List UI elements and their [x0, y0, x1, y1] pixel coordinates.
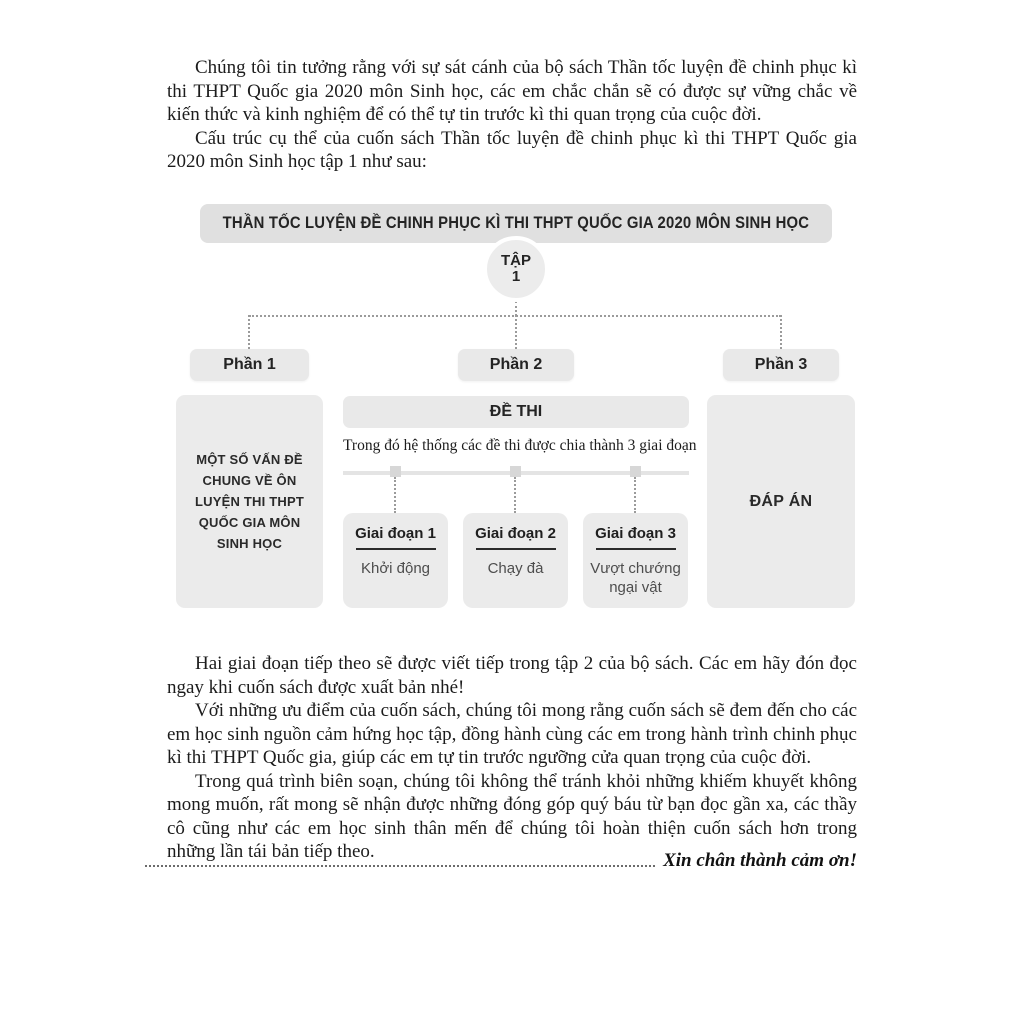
part1-label: Phần 1	[223, 356, 276, 373]
part2-label-box	[458, 349, 574, 381]
part3-content: ĐÁP ÁN	[749, 492, 813, 510]
stage-rail-node-2	[510, 466, 521, 477]
exam-header-bar	[343, 396, 689, 428]
part2-label: Phần 2	[489, 356, 543, 373]
connector-drop-part1	[248, 315, 250, 349]
diagram-title: THẦN TỐC LUYỆN ĐỀ CHINH PHỤC KÌ THI THPT QUỐC GIA 2020 MÔN SINH HỌC	[222, 214, 810, 232]
connector-drop-stage1	[394, 477, 396, 513]
intro-paragraph-1: Chúng tôi tin tưởng rằng với sự sát cánh của bộ sách Thần tốc luyện đề chinh phục kì thi THPT Quốc gia 2020 môn Sinh học, các em chắc chắn sẽ có được sự vững chắc về kiến thức và kinh nghiệm để có thể tự tin trước kì thi quan trọng của cuộc đời.	[167, 57, 857, 125]
closing-thanks: Xin chân thành cảm ơn!	[663, 850, 857, 871]
volume-number: 1	[511, 268, 521, 285]
connector-drop-stage3	[634, 477, 636, 513]
outro-paragraph-1: Hai giai đoạn tiếp theo sẽ được viết tiếp trong tập 2 của bộ sách. Các em hãy đón đọc ngay khi cuốn sách được xuất bản nhé!	[167, 653, 857, 698]
part3-label: Phần 3	[754, 356, 808, 373]
intro-paragraph-2: Cấu trúc cụ thể của cuốn sách Thần tốc luyện đề chinh phục kì thi THPT Quốc gia 2020 môn Sinh học tập 1 như sau:	[167, 127, 857, 172]
outro-paragraph-3: Trong quá trình biên soạn, chúng tôi không thể tránh khỏi những khiếm khuyết không mong muốn, rất mong sẽ nhận được những đóng góp quý báu từ bạn đọc gần xa, các thầy cô cũng như các em học sinh thân mến để chúng tôi hoàn thiện cuốn sách hơn trong những lần tái bản tiếp theo.	[167, 770, 857, 862]
intro-text-block	[167, 56, 857, 174]
volume-circle	[483, 236, 549, 302]
part1-content-box	[176, 395, 323, 608]
stage3-divider	[596, 548, 676, 550]
stage1-title: Giai đoạn 1	[355, 525, 436, 542]
stage1-divider	[356, 548, 436, 550]
stage2-subtitle: Chạy đà	[487, 560, 544, 577]
stage2-divider	[476, 548, 556, 550]
stage1-subtitle: Khởi động	[360, 560, 431, 577]
stage-rail-node-1	[390, 466, 401, 477]
stage3-title: Giai đoạn 3	[595, 525, 676, 542]
part1-content: MỘT SỐ VẤN ĐỀ CHUNG VỀ ÔN LUYỆN THI THPT QUỐC GIA MÔN SINH HỌC	[195, 452, 304, 551]
signoff-row	[145, 850, 857, 872]
connector-drop-stage2	[514, 477, 516, 513]
part3-label-box	[723, 349, 839, 381]
connector-drop-part2	[515, 315, 517, 349]
outro-text-block	[167, 652, 857, 864]
stage2-title: Giai đoạn 2	[475, 525, 556, 542]
connector-circle-down	[515, 301, 517, 316]
volume-label: TẬP	[501, 252, 531, 269]
stage3-subtitle: Vượt chướng ngại vật	[590, 560, 681, 596]
part3-content-box	[707, 395, 855, 608]
outro-paragraph-2: Với những ưu điểm của cuốn sách, chúng tôi mong rằng cuốn sách sẽ đem đến cho các em học sinh nguồn cảm hứng học tập, đồng hành cùng các em trong hành trình chinh phục kì thi THPT Quốc gia, giúp các em tự tin trước ngưỡng cửa quan trọng của cuộc đời.	[167, 700, 857, 768]
exam-header: ĐỀ THI	[489, 403, 543, 420]
stage2-box	[463, 513, 568, 608]
stage-note: Trong đó hệ thống các đề thi được chia thành 3 giai đoạn	[343, 437, 697, 454]
stage-rail-node-3	[630, 466, 641, 477]
part1-label-box	[190, 349, 309, 381]
connector-drop-part3	[780, 315, 782, 349]
stage1-box	[343, 513, 448, 608]
stage3-box	[583, 513, 688, 608]
dotted-leader-line	[145, 865, 655, 867]
